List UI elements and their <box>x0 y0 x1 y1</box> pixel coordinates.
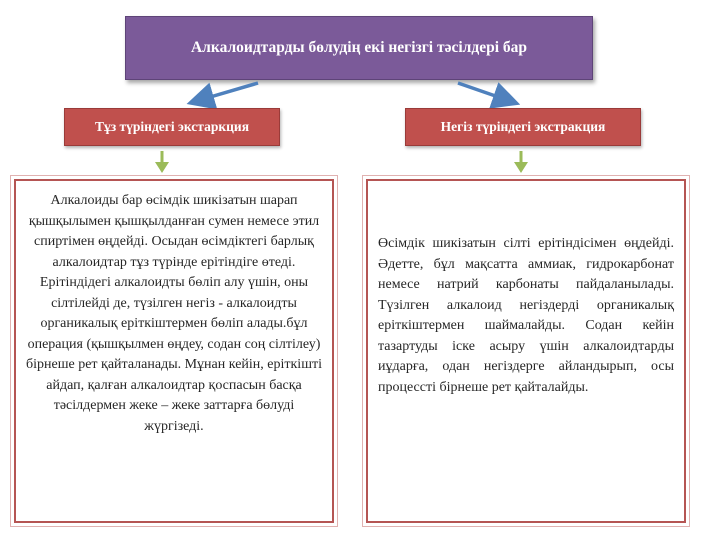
base-extraction-text: Өсімдік шикізатын сілті ерітіндісімен өңдейді. Әдетте, бұл мақсатта аммиак, гидрокарбонат немесе натрий карбонаты пайдаланылады. Түзілген алкалоид негіздерді органикалық еріткіштермен шаймалайды. Содан кейін тазартуды іске асыру үшін алкалоидтарды иұдарға, одан негіздерге айландырып, осы процессті бірнеше рет қайталайды. <box>378 236 674 395</box>
arrow-left-green <box>155 151 169 173</box>
main-title: Алкалоидтарды бөлудің екі негізгі тәсілдері бар <box>125 16 593 80</box>
base-extraction-panel <box>366 179 686 523</box>
arrow-right-blue <box>458 83 507 100</box>
salt-extraction-text: Алкалоиды бар өсімдік шикізатын шарап қышқылымен қышқылданған сумен немесе этил спиртімен өңдейді. Осыдан өсімдіктегі барлық алкалоидтар тұз түрінде ерітіндіге өтеді. Ерітіндідегі алкалоидты бөліп алу үшін, оны сілтілейді де, түзілген негіз - алкалоидты органикалық еріткіштермен бөліп алады.бұл операция (қышқылмен өңдеу, содан соң сілтілеу) бірнеше рет қайталанады. Мұнан кейін, еріткішті айдап, қалған алкалоидтар қоспасын басқа тәсілдермен жеке – жеке заттарға бөлуді жүргізеді. <box>25 193 322 434</box>
salt-extraction-panel <box>14 179 334 523</box>
arrow-left-blue <box>200 83 258 100</box>
arrow-right-green <box>514 151 528 173</box>
base-extraction-heading: Негіз түріндегі экстракция <box>405 108 641 146</box>
salt-extraction-heading: Тұз түріндегі экстаркция <box>64 108 280 146</box>
